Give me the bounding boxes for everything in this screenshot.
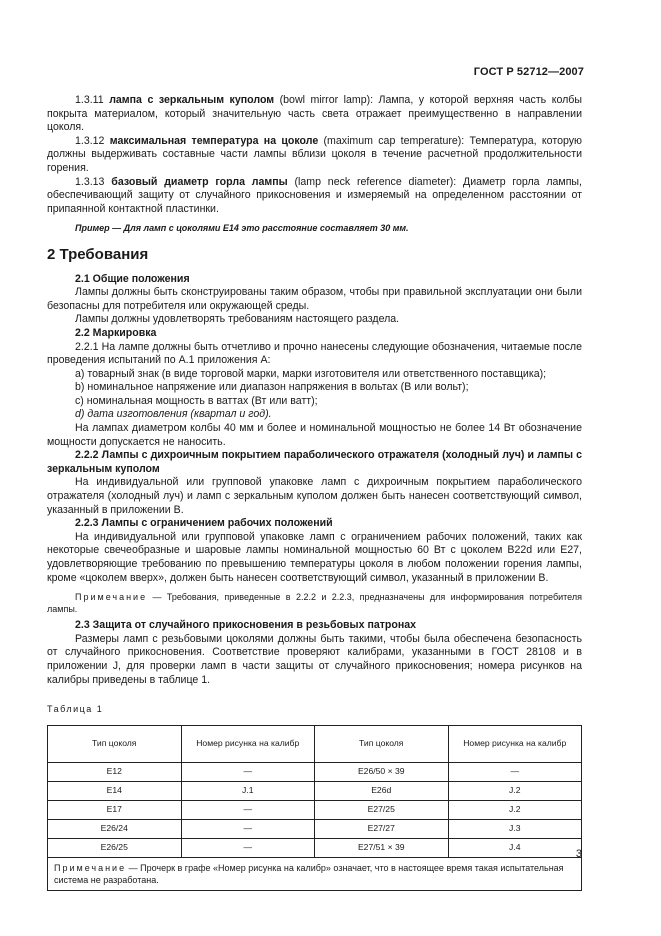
list-item-c: c) номинальная мощность в ваттах (Вт или ватт); [75, 394, 318, 407]
table-cell: E12 [48, 762, 182, 781]
definition-text: (lamp neck reference diameter): Диаметр горла лампы, обеспечивающий защиту от случайного прикосновения и измеряемый на определенном расстоянии от припаянной контактной пластинки. [47, 175, 582, 215]
table-row [48, 819, 582, 838]
table-header-row [48, 725, 582, 762]
table-cell: E26/50 × 39 [315, 762, 449, 781]
table-caption: Таблица 1 [47, 704, 104, 715]
paragraph-2-2-1: 2.2.1 На лампе должны быть отчетливо и прочно нанесены следующие обозначения, читаемые после проведения испытаний по А.1 приложения А: [47, 340, 582, 367]
paragraph: На лампах диаметром колбы 40 мм и более и номинальной мощностью не более 14 Вт обозначение мощности допускается не наносить. [47, 422, 582, 448]
definition-number: 1.3.13 [75, 175, 105, 188]
table-cell: — [181, 819, 315, 838]
definition-text: (maximum cap temperature): Температура, которую должны выдерживать составные части лампы вблизи цоколя в течение расчетной продолжительности горения. [47, 134, 582, 174]
table-cell: E14 [48, 781, 182, 800]
example-note: Пример — Для ламп с цоколями Е14 это расстояние составляет 30 мм. [75, 223, 409, 234]
table-cell: E26/24 [48, 819, 182, 838]
table-row [48, 762, 582, 781]
table-cell: J.4 [448, 838, 582, 857]
definition-number: 1.3.11 [75, 94, 104, 106]
table-header-cell: Тип цоколя [315, 725, 449, 762]
table-cell: E27/25 [315, 800, 449, 819]
definition-1-3-13 [47, 176, 582, 217]
definition-term: максимальная температура на цоколе [109, 134, 319, 147]
note-text: — Требования, приведенные в 2.2.2 и 2.2.3, предназначены для информирования потребителя лампы. [47, 592, 582, 615]
paragraph: На индивидуальной или групповой упаковке ламп с ограничением рабочих положений, таких как некоторые свечеобразные и шаровые лампы номинальной мощностью 60 Вт с цоколем В22d или Е27, удовлетворяющие требованию по превышению температуры цоколя в любом положении горения лампы, кроме «цоколем вверх», должен быть нанесен соответствующий символ, указанный в приложении В. [47, 530, 582, 584]
table-cell: E26d [315, 781, 449, 800]
page-body [47, 94, 582, 891]
definition-1-3-12 [47, 135, 582, 176]
table-cell: J.1 [181, 781, 315, 800]
subsection-2-1-title: 2.1 Общие положения [75, 272, 190, 285]
table-header-cell: Номер рисунка на калибр [448, 725, 582, 762]
table-cell: E17 [48, 800, 182, 819]
table-cell: E26/25 [48, 838, 182, 857]
definition-term: лампа с зеркальным куполом [109, 94, 275, 106]
definition-1-3-11 [47, 94, 582, 135]
subsection-2-2-2-title: 2.2.2 Лампы с дихроичным покрытием параболического отражателя (холодный луч) и лампы с зеркальным куполом [47, 449, 582, 475]
list-item-d: d) дата изготовления (квартал и год). [75, 408, 272, 421]
table-cell: — [181, 762, 315, 781]
list-item-b: b) номинальное напряжение или диапазон напряжения в вольтах (В или вольт); [75, 381, 469, 394]
note-block [47, 591, 582, 615]
table-cell: J.3 [448, 819, 582, 838]
table-header-cell: Номер рисунка на калибр [181, 725, 315, 762]
subsection-2-2-title: 2.2 Маркировка [75, 326, 157, 339]
note-label: Примечание [75, 592, 148, 603]
table-note-row [48, 857, 582, 890]
table-cell: — [181, 838, 315, 857]
paragraph: Размеры ламп с резьбовыми цоколями должны быть такими, чтобы была обеспечена безопасность от случайного прикосновения. Соответствие проверяют калибрами, указанными в ГОСТ 28108 и в приложении J, для проверки ламп в части защиты от случайного прикосновения; номера рисунков на калибры приведены в таблице 1. [47, 632, 582, 686]
note-label: Примечание [54, 862, 127, 873]
table-cell: J.2 [448, 800, 582, 819]
subsection-2-2-3-title: 2.2.3 Лампы с ограничением рабочих положений [75, 517, 333, 530]
definition-text: (bowl mirror lamp): Лампа, у которой верхняя часть колбы покрыта материалом, который значительную часть света отражает преимущественно в направлении цоколя. [47, 94, 582, 134]
section-2-title: 2 Требования [47, 245, 149, 263]
paragraph: На индивидуальной или групповой упаковке ламп с дихроичным покрытием параболического отражателя (холодный луч) и ламп с зеркальным куполом должен быть нанесен соответствующий символ, указанный в приложении В. [47, 476, 582, 516]
paragraph: Лампы должны быть сконструированы таким образом, чтобы при правильной эксплуатации они были безопасны для потребителя или окружающей среды. [47, 286, 582, 312]
table-row [48, 800, 582, 819]
subsection-2-3-title: 2.3 Защита от случайного прикосновения в резьбовых патронах [75, 619, 417, 632]
table-row [48, 781, 582, 800]
definition-term: базовый диаметр горла лампы [111, 175, 288, 188]
definition-number: 1.3.12 [75, 134, 105, 147]
table-cell: E27/51 × 39 [315, 838, 449, 857]
paragraph: Лампы должны удовлетворять требованиям настоящего раздела. [75, 313, 400, 326]
table-cell: E27/27 [315, 819, 449, 838]
cap-gauge-table [47, 725, 582, 891]
table-cell: J.2 [448, 781, 582, 800]
table-cell: — [181, 800, 315, 819]
table-row [48, 838, 582, 857]
table-cell: — [448, 762, 582, 781]
table-note-cell [48, 857, 582, 890]
table-header-cell: Тип цоколя [48, 725, 182, 762]
page-number: 3 [575, 848, 582, 860]
standard-code-header: ГОСТ Р 52712—2007 [473, 66, 584, 78]
note-text: — Прочерк в графе «Номер рисунка на калибр» означает, что в настоящее время такая испытательная система не разработана. [54, 862, 564, 885]
list-item-a: a) товарный знак (в виде торговой марки, марки изготовителя или ответственного поставщика); [75, 367, 547, 380]
